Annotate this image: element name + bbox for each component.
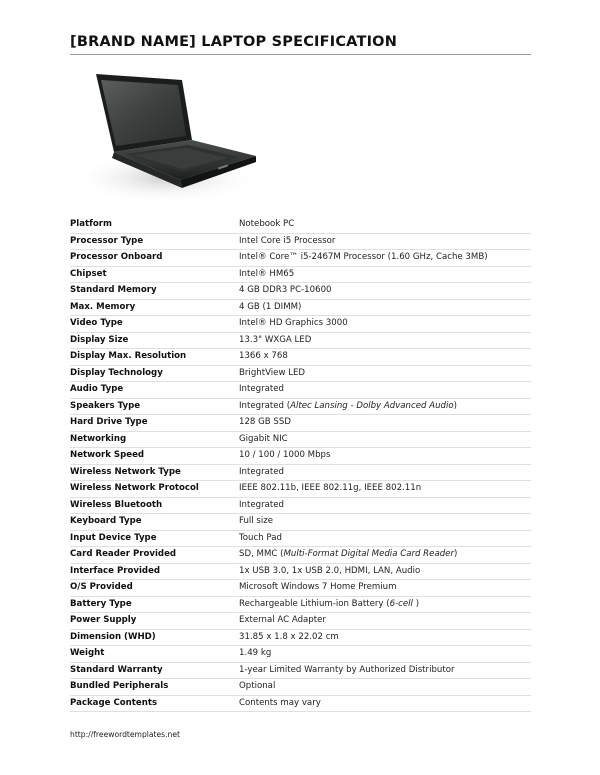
spec-row [70,564,531,581]
spec-label: Hard Drive Type [70,417,148,428]
spec-value-text: Full size [239,516,274,527]
spec-row [70,333,531,350]
spec-row [70,234,531,251]
footer-url: http://freewordtemplates.net [70,730,181,739]
spec-value-text: 4 GB (1 DIMM) [239,301,302,312]
spec-label: Package Contents [70,697,158,708]
spec-label: Keyboard Type [70,516,142,527]
spec-row [70,679,531,696]
spec-row [70,646,531,663]
spec-row [70,514,531,531]
spec-row [70,250,531,267]
spec-value-note: Altec Lansing - Dolby Advanced Audio [290,400,454,411]
spec-value [239,583,396,592]
spec-label: Network Speed [70,450,145,461]
spec-value [239,699,321,708]
spec-row [70,267,531,284]
spec-label: Card Reader Provided [70,549,177,560]
spec-value [239,468,284,477]
spec-value-text: Intel® Core™ i5-2467M Processor (1.60 GHz, Cache 3MB) [239,252,488,263]
spec-label: Bundled Peripherals [70,681,169,692]
spec-value: Integrated (Altec Lansing - Dolby Advanced Audio) [239,400,457,411]
spec-value [239,418,291,427]
spec-value [239,666,455,675]
spec-value-text: Rechargeable Lithium-ion Battery [239,598,384,609]
spec-row [70,498,531,515]
spec-value-text: Integrated [239,499,285,510]
spec-value-text: Intel Core i5 Processor [239,235,336,246]
spec-value-text: 1366 x 768 [239,351,288,362]
spec-row [70,448,531,465]
spec-row [70,696,531,713]
spec-value [239,352,288,361]
title-divider [70,54,531,55]
spec-value [239,484,421,493]
spec-value-text: 4 GB DDR3 PC-10600 [239,285,332,296]
spec-value-text: Intel® HM65 [239,268,295,279]
spec-value-text: 10 / 100 / 1000 Mbps [239,450,331,461]
spec-row [70,630,531,647]
spec-label: Wireless Bluetooth [70,499,163,510]
spec-value-text: BrightView LED [239,367,306,378]
spec-label: Wireless Network Protocol [70,483,199,494]
spec-value [239,237,335,246]
laptop-photo [70,68,260,208]
spec-value [239,270,294,279]
spec-value-text: Contents may vary [239,697,321,708]
spec-value [239,451,330,460]
spec-label: Weight [70,648,105,659]
spec-row [70,382,531,399]
spec-value-text: External AC Adapter [239,615,326,626]
spec-value-text: Notebook PC [239,219,295,230]
spec-row [70,597,531,614]
spec-row [70,531,531,548]
spec-row [70,415,531,432]
spec-label: Video Type [70,318,123,329]
spec-value [239,303,301,312]
spec-value [239,319,348,328]
spec-value-text: SD, MMC [239,549,278,560]
spec-row [70,465,531,482]
spec-value-text: Integrated [239,400,285,411]
spec-row [70,366,531,383]
spec-value [239,286,332,295]
spec-label: Chipset [70,268,107,279]
spec-value-text: Integrated [239,466,285,477]
spec-value [239,567,420,576]
spec-value-text: Touch Pad [239,532,282,543]
spec-label: Networking [70,433,127,444]
spec-value-text: 31.85 x 1.8 x 22.02 cm [239,631,339,642]
spec-value [239,649,271,658]
spec-row [70,580,531,597]
spec-value-text: IEEE 802.11b, IEEE 802.11g, IEEE 802.11n [239,483,422,494]
spec-row [70,547,531,564]
spec-label: Audio Type [70,384,124,395]
spec-label: Display Technology [70,367,163,378]
spec-value-text: Integrated [239,384,285,395]
spec-label: Platform [70,219,112,230]
spec-label: Standard Memory [70,285,157,296]
spec-value-text: Gigabit NIC [239,433,288,444]
spec-label: Power Supply [70,615,137,626]
spec-row [70,432,531,449]
spec-value [239,501,284,510]
spec-value-text: 13.3" WXGA LED [239,334,312,345]
spec-label: Standard Warranty [70,664,163,675]
spec-value-note: Multi-Format Digital Media Card Reader [283,549,454,560]
spec-value [239,682,275,691]
spec-row [70,613,531,630]
spec-value [239,336,311,345]
spec-value-text: 1x USB 3.0, 1x USB 2.0, HDMI, LAN, Audio [239,565,421,576]
spec-value [239,517,273,526]
spec-value [239,369,305,378]
spec-value-text: 1.49 kg [239,648,272,659]
spec-label: Dimension (WHD) [70,631,156,642]
spec-value-note: 6-cell [389,598,413,609]
spec-label: Input Device Type [70,532,157,543]
spec-label: Display Size [70,334,129,345]
spec-row [70,481,531,498]
spec-row [70,399,531,416]
spec-value [239,435,288,444]
spec-row [70,316,531,333]
spec-label: Processor Onboard [70,252,163,263]
spec-label: Wireless Network Type [70,466,181,477]
spec-table [70,217,531,712]
spec-label: Speakers Type [70,400,141,411]
spec-label: Max. Memory [70,301,136,312]
spec-value [239,534,282,543]
spec-row [70,300,531,317]
spec-label: O/S Provided [70,582,133,593]
spec-value [239,633,339,642]
spec-value [239,253,488,262]
page-title: [BRAND NAME] LAPTOP SPECIFICATION [70,34,398,50]
spec-value-text: 1-year Limited Warranty by Authorized Distributor [239,664,455,675]
spec-row [70,283,531,300]
spec-row [70,217,531,234]
spec-label: Interface Provided [70,565,161,576]
spec-value [239,385,284,394]
spec-value [239,220,294,229]
spec-row [70,349,531,366]
spec-value: SD, MMC (Multi-Format Digital Media Card Reader) [239,549,458,560]
spec-value-text: Optional [239,681,276,692]
spec-label: Processor Type [70,235,144,246]
spec-label: Battery Type [70,598,132,609]
spec-value: Rechargeable Lithium-ion Battery (6-cell ) [239,598,420,609]
spec-value [239,616,326,625]
spec-value-text: Microsoft Windows 7 Home Premium [239,582,397,593]
spec-value-text: Intel® HD Graphics 3000 [239,318,348,329]
spec-value-text: 128 GB SSD [239,417,291,428]
spec-label: Display Max. Resolution [70,351,187,362]
spec-row [70,663,531,680]
